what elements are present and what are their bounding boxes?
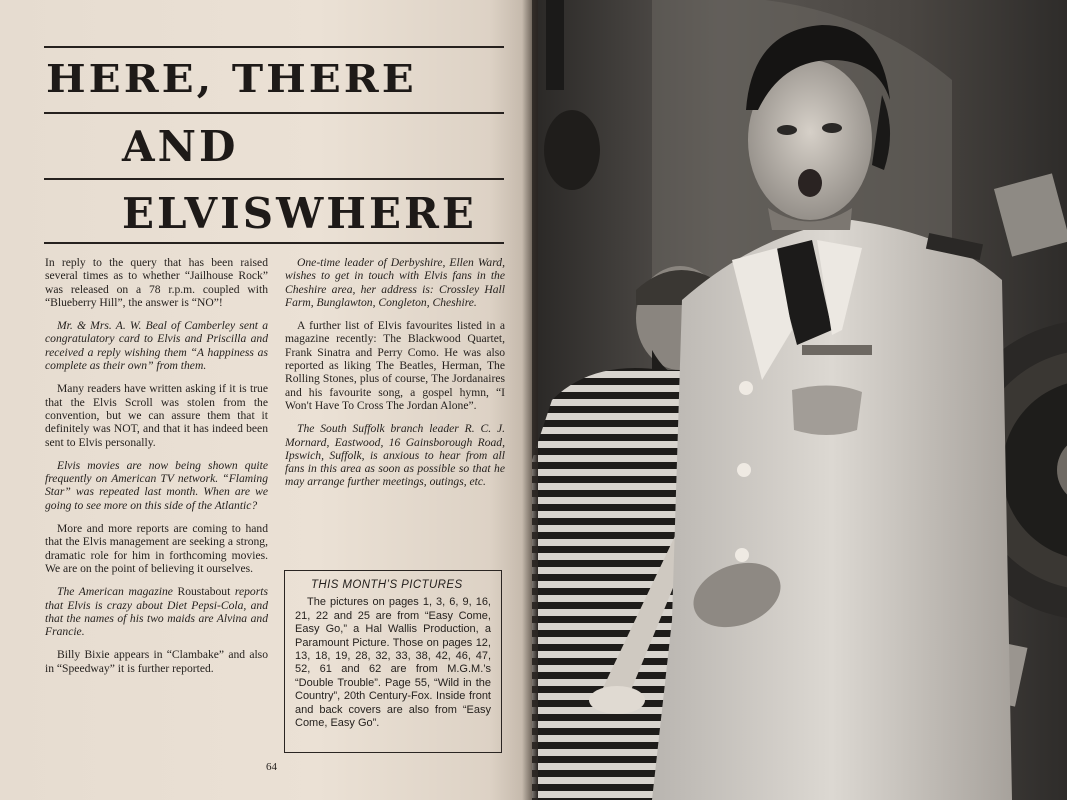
paragraph: Billy Bixie appears in “Clambake” and also in “Speedway” it is further reported. <box>45 648 268 675</box>
paragraph-part: The American magazine <box>57 585 173 599</box>
paragraph: The South Suffolk branch leader R. C. J. Mornard, Eastwood, 16 Gainsborough Road, Ipswich, Suffolk, is anxious to hear from all fans in this area as soon as possible so that he may arrange further meetings, outings, etc. <box>285 422 505 489</box>
paragraph: A further list of Elvis favourites listed in a magazine recently: The Blackwood Quartet, Frank Sinatra and Perry Como. He was also reported as liking The Beatles, Herman, The Rolling Stones, plus of course, The Jordanaires and his favourite song, a gospel hymn, “I Won't Have To Cross The Jordan Alone”. <box>285 319 505 412</box>
paragraph <box>45 585 268 638</box>
rule-top <box>44 46 504 48</box>
headline-line-2: AND <box>122 122 239 171</box>
headline-line-3: ELVISWHERE <box>122 189 477 238</box>
paragraph: Mr. & Mrs. A. W. Beal of Camberley sent a congratulatory card to Elvis and Priscilla and received a reply wishing them “A happiness as complete as their own” from them. <box>45 319 268 373</box>
paragraph: Elvis movies are now being shown quite frequently on American TV network. “Flaming Star” was repeated last month. When are we going to see more on this side of the Atlantic? <box>45 458 268 512</box>
paragraph: In reply to the query that has been raised several times as to whether “Jailhouse Rock” was released on a 78 r.p.m. coupled with “Blueberry Hill”, the answer is “NO”! <box>45 256 268 309</box>
magazine-name: Roustabout <box>177 585 231 599</box>
left-page <box>0 0 532 800</box>
pictures-credit-box <box>284 570 502 753</box>
article-column-2 <box>285 256 505 499</box>
paragraph: More and more reports are coming to hand that the Elvis management are seeking a strong, dramatic role for him in forthcoming movies. We are on the point of believing it ourselves. <box>45 522 268 575</box>
box-title: THIS MONTH’S PICTURES <box>311 579 463 591</box>
paragraph-part: reports that Elvis is crazy about Diet Pepsi-Cola, and that the names of his two maids are Alvina and Francie. <box>45 585 268 639</box>
paragraph: One-time leader of Derbyshire, Ellen Ward, wishes to get in touch with Elvis fans in the Cheshire area, her address is: Crossley Hall Farm, Bunglawton, Congleton, Cheshire. <box>285 256 505 309</box>
paragraph: Many readers have written asking if it is true that the Elvis Scroll was stolen from the convention, but we can assure them that it definitely was NOT, and that it has indeed been sent to Elvis personally. <box>45 382 268 449</box>
singer-mouth <box>798 169 822 197</box>
box-text: The pictures on pages 1, 3, 6, 9, 16, 21, 22 and 25 are from “Easy Come, Easy Go,” a Hal Wallis Production, a Paramount Picture. Those on pages 12, 13, 18, 19, 28, 32, 33, 38, 42, 46, 47, 52, 61 and 62 are from M.G.M.’s “Double Trouble”. Page 55, “Wild in the Country”, 20th Century-Fox. Inside front and back covers are also from “Easy Come, Easy Go”. <box>295 596 491 730</box>
right-page-photo <box>532 0 1067 800</box>
headline-line-1: HERE, THERE <box>46 56 417 102</box>
rule-4 <box>44 242 504 244</box>
elvis-photo <box>532 0 1067 800</box>
rule-3 <box>44 178 504 180</box>
book-gutter <box>522 0 538 800</box>
rule-2 <box>44 112 504 114</box>
article-column-1 <box>45 256 268 685</box>
page-number: 64 <box>266 761 277 773</box>
